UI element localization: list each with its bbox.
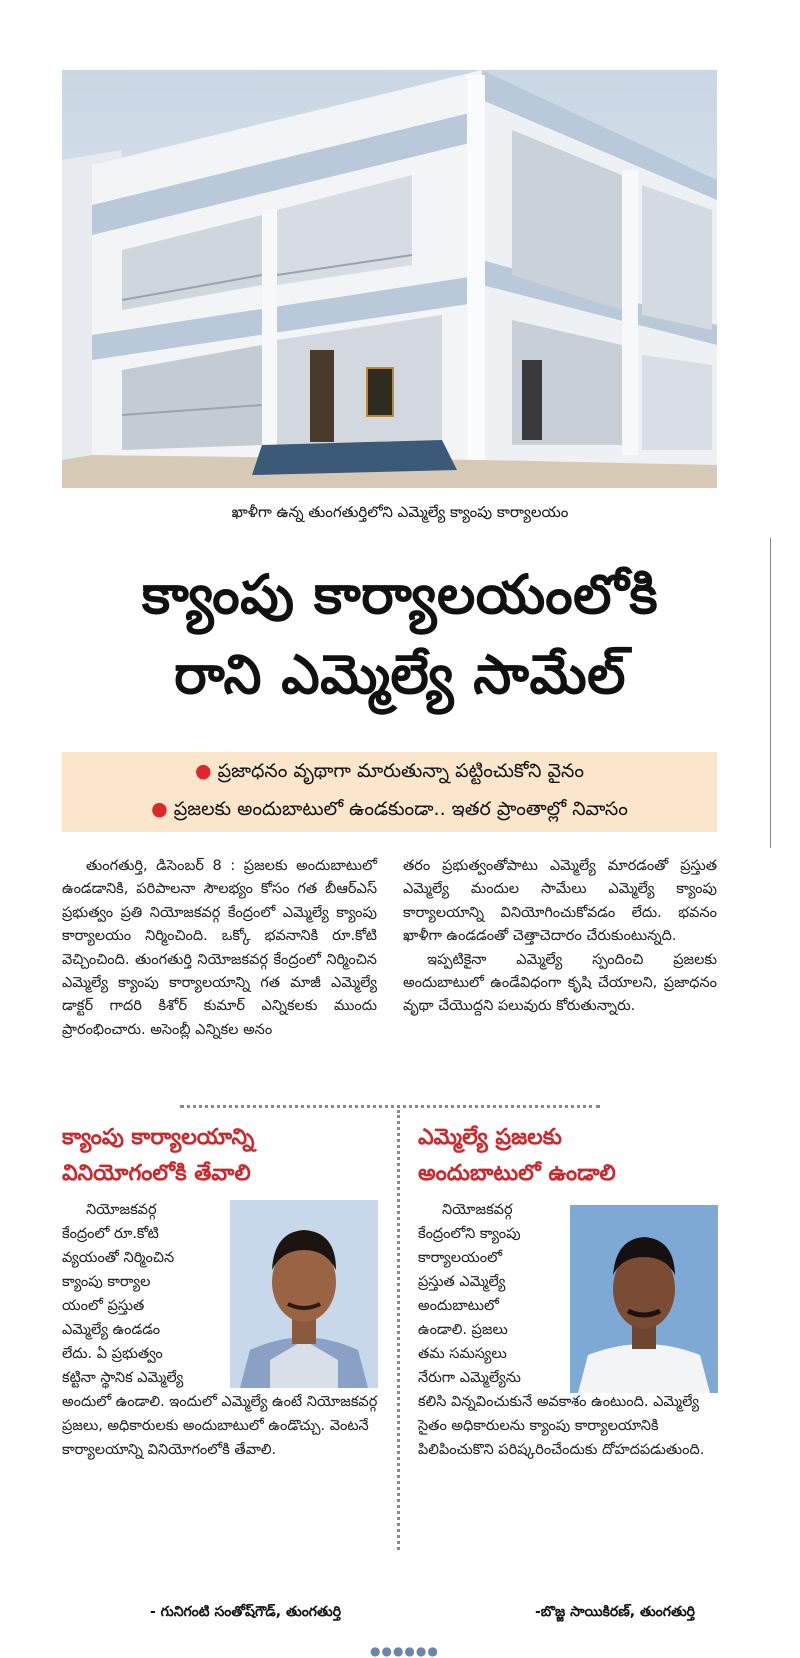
highlight-strip bbox=[62, 752, 717, 832]
opinion-2-text bbox=[418, 1198, 718, 1462]
article-paragraph: ఇప్పటికైనా ఎమ్మెల్యే స్పందించి ప్రజలకు అందుబాటులో ఉండేవిధంగా కృషి చేయాలని, ప్రజాధనం వృథా చేయొద్దని పలువురు కోరుతున్నారు. bbox=[403, 951, 717, 1015]
bullet-icon: ● bbox=[195, 760, 212, 782]
headline-line-1: క్యాంపు కార్యాలయంలోకి bbox=[141, 563, 659, 626]
text-paragraph: అందులో ఉండాలి. ఇందులో ఎమ్మెల్యే ఉంటే నియోజకవర్గ ప్రజలు, అధికారులకు అందుబాటులో ఉండొచ్చు. వెంటనే కార్యాలయాన్ని వినియోగంలోకి తేవాలి. bbox=[62, 1394, 378, 1458]
camp-office-photo bbox=[62, 70, 717, 488]
text-line: అందుబాటులో bbox=[418, 1298, 499, 1314]
text-paragraph: కలిసి విన్నవించుకునే అవకాశం ఉంటుంది. ఎమ్మెల్యే సైతం అధికారులను క్యాంపు కార్యాలయానికి పిలిపించుకొని పరిష్కరించేందుకు దోహదపడుతుంది. bbox=[418, 1394, 705, 1458]
text-line: నియోజకవర్గ bbox=[86, 1202, 157, 1218]
text-line: యంలో ప్రస్తుత bbox=[62, 1298, 145, 1314]
highlight-item: ● ప్రజలకు అందుబాటులో ఉండకుండా.. ఇతర ప్రాంతాల్లో నివాసం bbox=[151, 798, 628, 820]
highlight-item: ● ప్రజాధనం వృథాగా మారుతున్నా పట్టించుకోని వైనం bbox=[195, 760, 584, 782]
article-column-2 bbox=[403, 855, 717, 1019]
text-line: నియోజకవర్గ bbox=[442, 1202, 513, 1218]
bullet-icon: ● bbox=[151, 798, 168, 820]
opinion-1-heading: క్యాంపు కార్యాలయాన్ని వినియోగంలోకి తేవాలి bbox=[62, 1125, 255, 1186]
text-line: తమ సమస్యలు bbox=[418, 1346, 507, 1362]
article-column-1 bbox=[62, 855, 377, 1042]
text-line: కార్యాలయంలో bbox=[418, 1250, 502, 1266]
text-line: వ్యయంతో నిర్మించిన bbox=[62, 1250, 175, 1266]
article-paragraph: తుంగతుర్తి, డిసెంబర్ 8 : ప్రజలకు అందుబాటులో ఉండడానికి, పరిపాలనా సౌలభ్యం కోసం గత బీఆర్ఎస్ ప్రభుత్వం ప్రతి నియోజకవర్గ కేంద్రంలో ఎమ్మెల్యే క్యాంపు కార్యాలయం నిర్మించింది. ఒక్కో భవనానికి రూ.కోటి వెచ్చించింది. తుంగతుర్తి నియోజకవర్గ కేంద్రంలో నిర్మించిన ఎమ్మెల్యే క్యాంపు కార్యాలయాన్ని గత మాజీ ఎమ్మెల్యే డాక్టర్ గాదరి కిశోర్ కుమార్ ఎన్నికలకు ముందు ప్రారంభించారు. అసెంబ్లీ ఎన్నికల అనం bbox=[62, 858, 377, 1038]
text-line: ఎమ్మెల్యే ఉండడం bbox=[62, 1322, 161, 1338]
opinion-2-heading: ఎమ్మెల్యే ప్రజలకు అందుబాటులో ఉండాలి bbox=[418, 1125, 616, 1186]
byline: - గునిగంటి సంతోష్‌గౌడ్, తుంగతుర్తి bbox=[150, 1604, 341, 1620]
text-line: కట్టినా స్థానిక ఎమ్మెల్యే bbox=[62, 1370, 184, 1386]
article-paragraph: తరం ప్రభుత్వంతోపాటు ఎమ్మెల్యే మారడంతో ప్రస్తుత ఎమ్మెల్యే మందుల సామేలు ఎమ్మెల్యే క్యాంపు కార్యాలయాన్ని వినియోగించుకోవడం లేదు. భవనం ఖాళీగా ఉండడంతో చెత్తాచెదారం చేరుకుంటున్నది. bbox=[403, 858, 717, 945]
headline-line-2: రాని ఎమ్మెల్యే సామేల్ bbox=[174, 643, 626, 706]
text-line: ప్రస్తుత ఎమ్మెల్యే bbox=[418, 1274, 506, 1290]
byline: -బొజ్జ సాయికిరణ్, తుంగతుర్తి bbox=[535, 1604, 695, 1620]
dotted-divider bbox=[180, 1105, 600, 1108]
text-line: కేంద్రంలో రూ.కోటి bbox=[62, 1226, 159, 1242]
decorative-dots: ●●●●●● bbox=[370, 1644, 439, 1658]
opinion-1-text bbox=[62, 1198, 392, 1462]
text-line: ఉండాలి. ప్రజలు bbox=[418, 1322, 508, 1338]
photo-caption: ఖాళీగా ఉన్న తుంగతుర్తిలోని ఎమ్మెల్యే క్యాంపు కార్యాలయం bbox=[231, 503, 569, 521]
text-line: లేదు. ఏ ప్రభుత్వం bbox=[62, 1346, 163, 1362]
text-line: నేరుగా ఎమ్మెల్యేను bbox=[418, 1370, 521, 1386]
text-line: కేంద్రంలోని క్యాంపు bbox=[418, 1226, 521, 1242]
headline bbox=[40, 555, 760, 715]
dotted-column-divider bbox=[397, 1110, 400, 1550]
column-rule bbox=[770, 538, 771, 848]
text-line: క్యాంపు కార్యాల bbox=[62, 1274, 151, 1290]
